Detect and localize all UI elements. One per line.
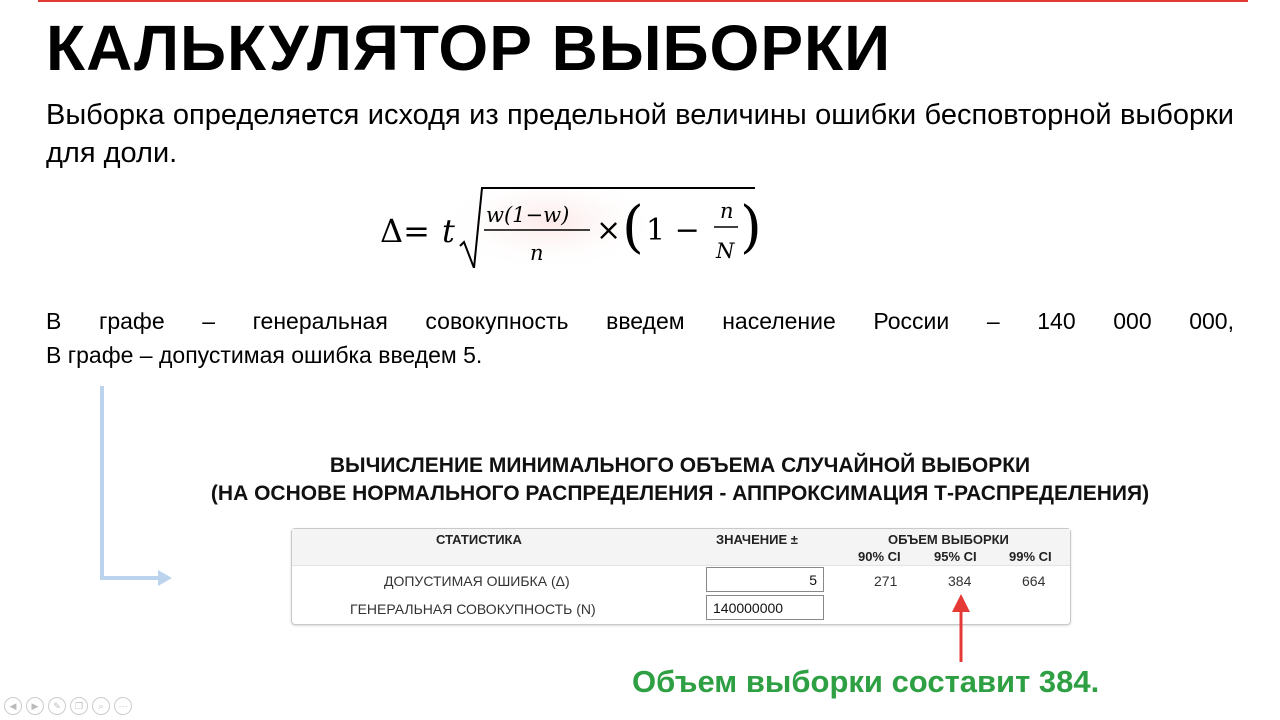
ci99-value: 664 xyxy=(1022,573,1046,589)
header-ci95: 95% CI xyxy=(934,549,977,564)
bracket-arrow-icon xyxy=(96,386,176,590)
instruction-note xyxy=(46,304,1234,372)
top-accent-line xyxy=(38,0,1248,2)
zoom-icon[interactable]: ⌕ xyxy=(92,697,110,715)
formula-frac-den: N xyxy=(716,239,735,263)
pen-icon[interactable]: ✎ xyxy=(48,697,66,715)
formula-one-minus: 1 − xyxy=(646,213,700,248)
svg-text:(: ( xyxy=(622,195,644,260)
row-label-error: ДОПУСТИМАЯ ОШИБКА (Δ) xyxy=(384,573,570,589)
calculator-title-line-1: ВЫЧИСЛЕНИЕ МИНИМАЛЬНОГО ОБЪЕМА СЛУЧАЙНОЙ ВЫБОРКИ xyxy=(329,454,1031,477)
result-text: Объем выборки составит 384. xyxy=(632,664,1100,699)
calculator-title-line-2: (НА ОСНОВЕ НОРМАЛЬНОГО РАСПРЕДЕЛЕНИЯ - АППРОКСИМАЦИЯ Т-РАСПРЕДЕЛЕНИЯ) xyxy=(210,482,1150,505)
header-ci99: 99% CI xyxy=(1009,549,1052,564)
slide-title: КАЛЬКУЛЯТОР ВЫБОРКИ xyxy=(46,12,892,84)
copy-icon[interactable]: ❐ xyxy=(70,697,88,715)
row-label-population: ГЕНЕРАЛЬНАЯ СОВОКУПНОСТЬ (N) xyxy=(350,601,596,617)
formula-lhs: Δ= xyxy=(380,212,430,250)
population-input[interactable] xyxy=(706,595,824,620)
formula-t: t xyxy=(442,212,455,250)
red-arrow-icon xyxy=(946,594,976,662)
formula-numerator: w(1−w) xyxy=(486,203,570,227)
more-icon[interactable]: ⋯ xyxy=(114,697,132,715)
formula-denominator: n xyxy=(530,241,544,265)
formula xyxy=(380,182,770,268)
prev-icon[interactable]: ◀ xyxy=(4,697,22,715)
next-icon[interactable]: ▶ xyxy=(26,697,44,715)
slideshow-controls xyxy=(0,697,164,717)
formula-frac-num: n xyxy=(720,199,734,223)
header-statistic: СТАТИСТИКА xyxy=(436,532,522,547)
calculator-title xyxy=(180,452,1180,508)
ci95-value: 384 xyxy=(948,573,972,589)
note-line-1: В графе – генеральная совокупность введем население России – 140 000 000, xyxy=(46,308,1234,334)
formula-times: × xyxy=(596,213,622,248)
header-ci90: 90% CI xyxy=(858,549,901,564)
slide-description: Выборка определяется исходя из предельной величины ошибки бесповторной выборки для доли. xyxy=(46,99,1234,169)
header-sample-size: ОБЪЕМ ВЫБОРКИ xyxy=(888,532,1009,547)
note-line-2: В графе – допустимая ошибка введем 5. xyxy=(46,342,483,368)
header-value: ЗНАЧЕНИЕ ± xyxy=(716,532,798,547)
ci90-value: 271 xyxy=(874,573,898,589)
error-input[interactable] xyxy=(706,567,824,592)
svg-text:): ) xyxy=(740,195,762,260)
